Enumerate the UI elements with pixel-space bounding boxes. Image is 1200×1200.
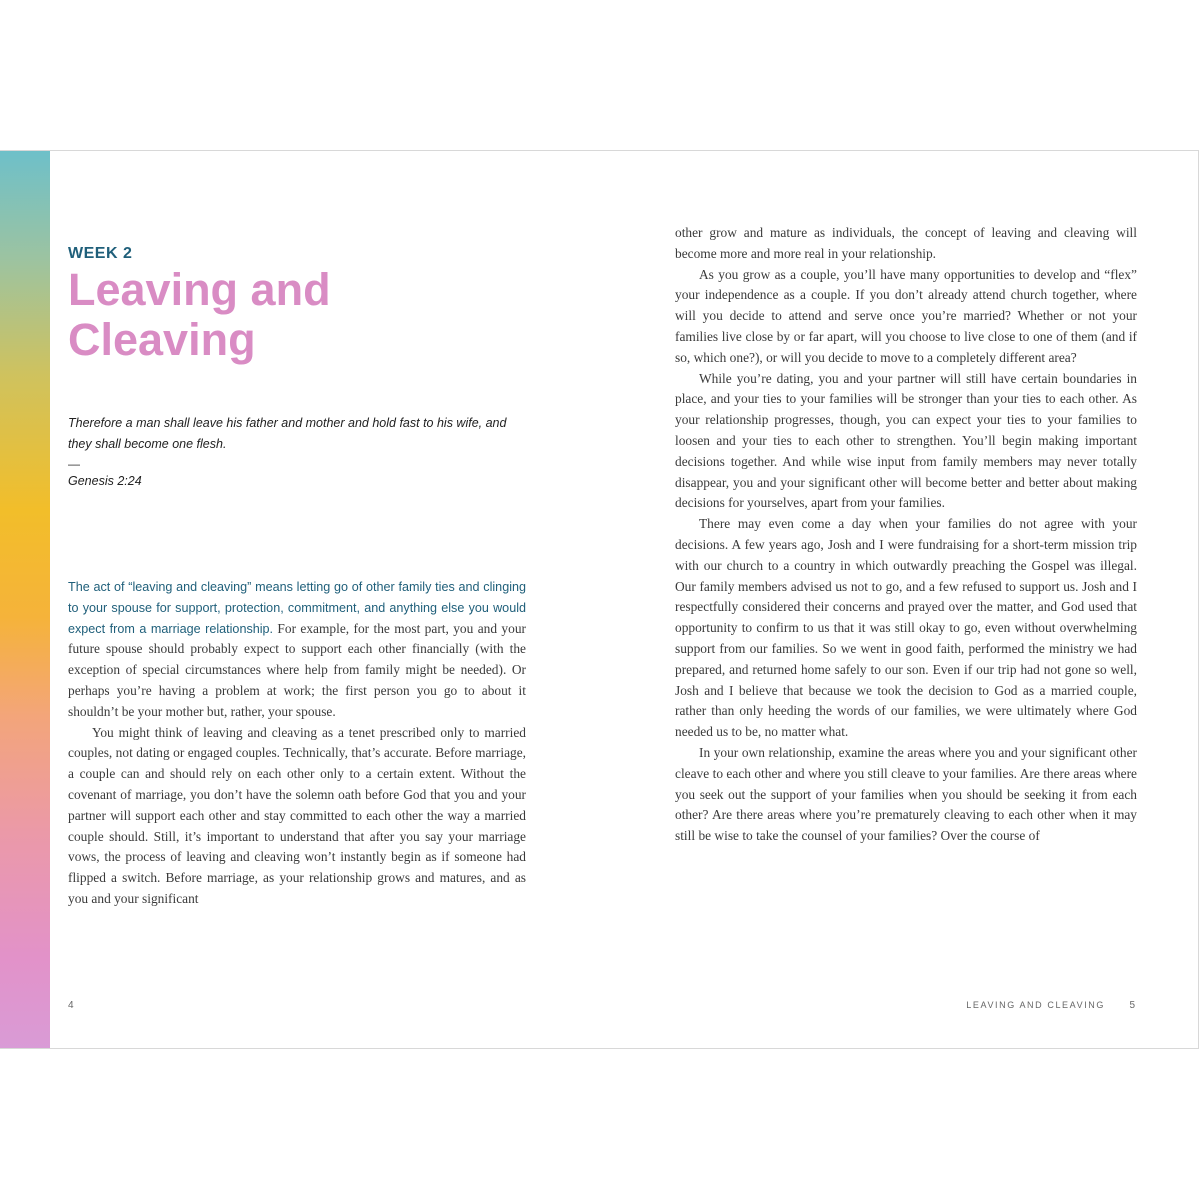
- body-paragraph: There may even come a day when your families do not agree with your decisions. A few years ago, Josh and I were fundraising for a short-term mission trip with our church to a country in which outwardly preaching the Gospel was illegal. Our family members advised us not to go, and a few refused to support us. Josh and I respectfully considered their concerns and prayed over the matter, and God used that opportunity to confirm to us that it was still okay to go, even without overwhelming support from our families. So we went in good faith, performed the ministry we had prepared, and returned home safely to our son. Even if our trip had not gone so well, Josh and I believe that because we took the decision to God as a married couple, rather than only heeding the words of our families, we were ultimately where God needed us to be, no matter what.: [675, 516, 1137, 740]
- body-paragraph: While you’re dating, you and your partner will still have certain boundaries in place, and your ties to your families will be stronger than your ties to each other. As your relationship progresses, though, you can expect your ties to your families to loosen and your ties to each other to strengthen. You’ll begin making important decisions together. And while wise input from family members may never totally disappear, you and your significant other will become better and better about making decisions for yourselves, apart from your families.: [675, 370, 1137, 511]
- body-paragraph: You might think of leaving and cleaving as a tenet prescribed only to married couples, not dating or engaged couples. Technically, that’s accurate. Before marriage, a couple can and should rely on each other only to a certain extent. Without the covenant of marriage, you don’t have the solemn oath before God that you and your partner will support each other and stay committed to each other the way a married couple should. Still, it’s important to understand that after you say your marriage vows, the process of leaving and cleaving won’t instantly begin as if someone had flipped a switch. Before marriage, as your relationship grows and matures, and as you and your significant: [68, 724, 526, 906]
- epigraph-reference: Genesis 2:24: [68, 474, 142, 488]
- color-gradient-edge: [0, 151, 50, 1048]
- right-page: [675, 151, 1145, 1048]
- epigraph-quote: Therefore a man shall leave his father and mother and hold fast to his wife, and they shall become one flesh.: [68, 416, 507, 451]
- epigraph-dash: —: [68, 457, 80, 471]
- body-paragraph: As you grow as a couple, you’ll have many opportunities to develop and “flex” your independence as a couple. If you don’t already attend church together, where will you decide to attend and serve once you’re married? Whether or not your families live close by or far apart, will you choose to live close to one of them (and if so, which one?), or will you decide to move to a completely different area?: [675, 266, 1137, 365]
- body-paragraph: other grow and mature as individuals, the concept of leaving and cleaving will become more and more real in your relationship.: [675, 225, 1137, 261]
- body-paragraph: [68, 577, 526, 723]
- page-number-left: 4: [68, 1000, 74, 1011]
- chapter-title: Leaving and Cleaving: [68, 264, 331, 365]
- paragraph-continuation: For example, for the most part, you and your future spouse should probably expect to support each other financially (with the exception of special circumstances where help from family might be needed). Or perhaps you’re having a problem at work; the first person you go to about it shouldn’t be your mother but, rather, your spouse.: [68, 620, 526, 719]
- running-head: LEAVING AND CLEAVING: [966, 1000, 1105, 1010]
- page-number-right: 5: [1129, 1000, 1135, 1011]
- week-label: WEEK 2: [68, 245, 133, 262]
- body-paragraph: In your own relationship, examine the areas where you and your significant other cleave to each other and where you still cleave to your families. Are there areas where you seek out the support of your families when you should be seeking it from each other? Are there areas where you’re prematurely cleaving to each other when it may still be wise to take the counsel of your families? Over the course of: [675, 744, 1137, 844]
- epigraph: [68, 413, 526, 491]
- book-spread: [0, 150, 1199, 1049]
- left-body-text: [68, 577, 526, 910]
- right-body-text: [675, 223, 1137, 847]
- lead-sentence: The act of “leaving and cleaving” means letting go of other family ties and clinging to your spouse for support, protection, commitment, and anything else you would expect from a marriage relationship.: [68, 580, 526, 636]
- left-page: [68, 151, 526, 1048]
